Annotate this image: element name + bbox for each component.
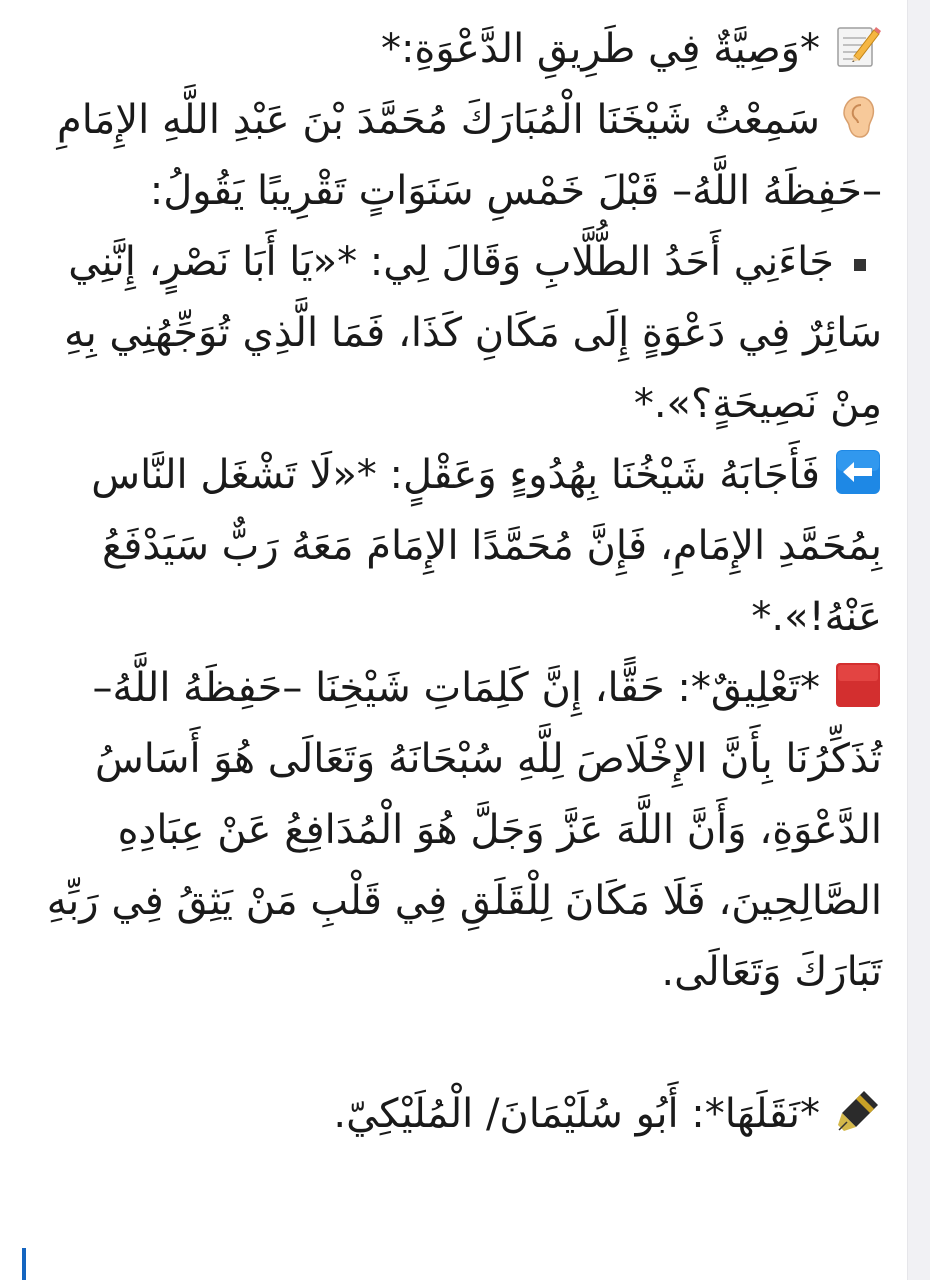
message-body[interactable] [30, 14, 882, 1150]
heading-text: *وَصِيَّةٌ فِي طَرِيقِ الدَّعْوَةِ:* [380, 26, 820, 72]
intro-text: سَمِعْتُ شَيْخَنَا الْمُبَارَكَ مُحَمَّدَ بْنَ عَبْدِ اللَّهِ الإِمَامِ –حَفِظَهُ اللَّهُ– قَبْلَ خَمْسِ سَنَوَاتٍ تَقْرِيبًا يَقُولُ: [56, 97, 882, 214]
square-bullet-icon [854, 259, 866, 271]
intro-paragraph [30, 85, 882, 227]
heading-paragraph [30, 14, 882, 85]
red-square-icon [834, 661, 882, 709]
left-arrow-icon [834, 448, 882, 496]
text-cursor [22, 1248, 26, 1280]
signature-text: *نَقَلَهَا*: أَبُو سُلَيْمَانَ/ الْمُلَيْكِيّ. [333, 1091, 820, 1137]
comment-text: *تَعْلِيقٌ*: حَقًّا، إِنَّ كَلِمَاتِ شَيْخِنَا –حَفِظَهُ اللَّهُ– تُذَكِّرُنَا بِأَنَّ الإِخْلَاصَ لِلَّهِ سُبْحَانَهُ وَتَعَالَى هُوَ أَسَاسُ الدَّعْوَةِ، وَأَنَّ اللَّهَ عَزَّ وَجَلَّ هُوَ الْمُدَافِعُ عَنْ عِبَادِهِ الصَّالِحِينَ، فَلَا مَكَانَ لِلْقَلَقِ فِي قَلْبِ مَنْ يَثِقُ فِي رَبِّهِ تَبَارَكَ وَتَعَالَى. [46, 665, 882, 995]
bullet-text: جَاءَنِي أَحَدُ الطُّلَّابِ وَقَالَ لِي: *«يَا أَبَا نَصْرٍ، إِنَّنِي سَائِرٌ فِي دَعْوَةٍ إِلَى مَكَانِ كَذَا، فَمَا الَّذِي تُوَجِّهُنِي بِهِ مِنْ نَصِيحَةٍ؟».* [64, 239, 882, 427]
fountain-pen-icon [834, 1087, 882, 1135]
answer-text: فَأَجَابَهُ شَيْخُنَا بِهُدُوءٍ وَعَقْلٍ: *«لَا تَشْغَل النَّاس بِمُحَمَّدِ الإِمَامِ، فَإِنَّ مُحَمَّدًا الإِمَامَ مَعَهُ رَبٌّ سَيَدْفَعُ عَنْهُ!».* [91, 452, 882, 640]
signature-paragraph [30, 1079, 882, 1150]
answer-paragraph [30, 440, 882, 653]
bullet-paragraph [30, 227, 882, 440]
blank-line [30, 1008, 882, 1079]
memo-icon [834, 22, 882, 70]
comment-paragraph [30, 653, 882, 1008]
scrollbar-track[interactable] [907, 0, 930, 1280]
ear-icon [834, 93, 882, 141]
